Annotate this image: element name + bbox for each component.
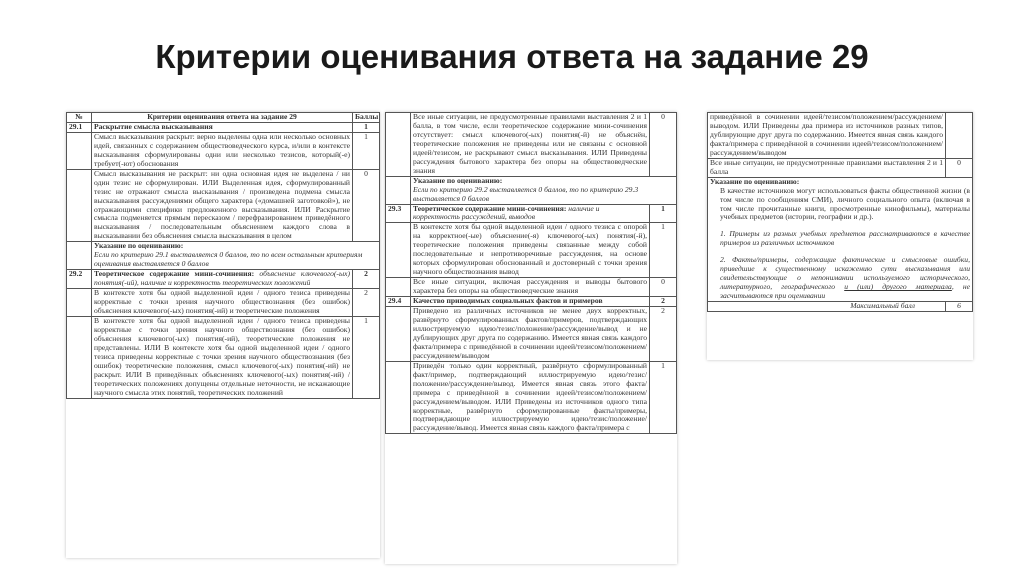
criterion-description: Все иные ситуации, не предусмотренные правилами выставления 2 и 1 балла, в том числе, если теоретическое содержание мини-сочинения отсутствует: смысл ключевого(-ых) понятия(-й) не объяснён, теоретические положения не приведены или не связаны с основной идеей/тезисом, не раскрывают смысл высказывания. ИЛИ Приведены рассуждения бытового характера без опоры на обществоведческие знания [411, 113, 650, 177]
criteria-table-1 [66, 112, 380, 399]
criterion-description: В контексте хотя бы одной выделенной идеи / одного тезиса с опорой на корректное(-ые) объяснение(-я) ключевого(-ых) понятия(-й), теоретические положения приведены связанные между собой последовательные и непротиворечивые рассуждения, на основе которых сформулирован обоснованный и достоверный с точки зрения научного обществознания вывод [411, 223, 650, 278]
criterion-number: 29.4 [386, 297, 411, 307]
note-title: Указание по оцениванию: [413, 175, 503, 185]
assessment-note-row [386, 176, 677, 204]
table-row [386, 361, 677, 434]
max-score-row [708, 302, 973, 312]
note-text-part: , не засчитываются при оценивании [720, 282, 971, 301]
note-text: Если по критерию 29.2 выставляется 0 баллов, то по критерию 29.3 выставляется 0 баллов [413, 184, 639, 203]
table-header-row [67, 113, 380, 123]
criterion-title: Раскрытие смысла высказывания [92, 122, 353, 132]
criterion-number: 29.1 [67, 122, 92, 132]
assessment-note-row [708, 177, 973, 301]
criterion-points: 1 [650, 204, 677, 223]
table-row [386, 113, 677, 177]
criterion-29-2-row [67, 270, 380, 289]
note-text-underlined: и (или) другого материала [844, 282, 952, 292]
criterion-29-4-row [386, 297, 677, 307]
criterion-description: Смысл высказывания не раскрыт: ни одна основная идея не выделена / ни один тезис не сформулирован. ИЛИ Выделенная идея, сформулированный тезис не отражают смысла высказывания / произведена подмена смысла высказывания рассуждениями общего характера («домашней заготовкой»), не отражающими специфики предложенного высказывания. ИЛИ Раскрытие смысла подменяется прямым пересказом / перефразированием приведённого высказывания / последовательным объяснением каждого слова в высказывании без объяснения смысла высказывания в целом [92, 169, 353, 242]
criterion-points: 2 [650, 307, 677, 362]
criteria-table-3 [707, 112, 973, 312]
criterion-description: В контексте хотя бы одной выделенной идеи / одного тезиса приведены корректные с точки зрения научного обществознания (без ошибок) объяснения ключевого(-ых) понятия(-ий) и теоретические положения [92, 289, 353, 317]
assessment-note [411, 176, 677, 204]
criterion-points: 2 [353, 270, 380, 289]
criterion-description: Приведено из различных источников не менее двух корректных, развёрнуто сформулированных фактов/примеров, подтверждающих иллюстрируемую идею/тезис/положение/рассуждение/вывод и не дублирующих друг друга по содержанию. Имеется явная связь каждого факта/примера с приведённой в сочинении идеей/тезисом/положением/рассуждением/выводом [411, 307, 650, 362]
table-row [708, 158, 973, 177]
assessment-note-row [67, 242, 380, 270]
table-row [708, 113, 973, 159]
max-score-label: Максимальный балл [708, 302, 946, 312]
criterion-points: 2 [650, 297, 677, 307]
criterion-number: 29.2 [67, 270, 92, 289]
criteria-page-1 [66, 112, 380, 558]
assessment-note [708, 177, 973, 301]
criterion-number: 29.3 [386, 204, 411, 223]
criterion-description: Приведён только один корректный, развёрнуто сформулированный факт/пример, подтверждающий иллюстрируемую идею/тезис/положение/рассуждение/вывод. Имеется явная связь этого факта/примера с приведённой в сочинении идеей/тезисом/положением/рассуждением/выводом. ИЛИ Приведены из источников одного типа корректные, развёрнуто сформулированные факты/примеры, подтверждающие иллюстрируемую идею/тезис/положение/рассуждение/вывод. Имеется явная связь каждого факта/примера с [411, 361, 650, 434]
criterion-29-1-row [67, 122, 380, 132]
criterion-title-bold: Теоретическое содержание мини-сочинения: [94, 269, 255, 279]
criterion-title: Качество приводимых социальных фактов и примеров [411, 297, 650, 307]
criterion-points: 0 [650, 278, 677, 297]
criteria-page-3 [707, 112, 973, 360]
criterion-description: приведённой в сочинении идеей/тезисом/положением/рассуждением/выводом. ИЛИ Приведены два примера из источников разных типов, дублирующие друг друга по содержанию. Имеется явная связь каждого факта/примера с приведённой в сочинении идеей/тезисом/положением/рассуждением/выводом [708, 113, 946, 159]
criterion-points: 0 [650, 113, 677, 177]
criterion-points: 1 [353, 316, 380, 398]
criteria-table-2 [385, 112, 677, 434]
criterion-description: Все иные ситуации, включая рассуждения и выводы бытового характера без опоры на обществоведческие знания [411, 278, 650, 297]
header-title: Критерии оценивания ответа на задание 29 [92, 113, 353, 123]
criterion-subtitle: объяснение ключевого(-ых) понятия(-ий), наличие и корректность теоретических положений [94, 269, 350, 288]
table-row [67, 169, 380, 242]
criterion-points: 0 [946, 158, 973, 177]
criterion-subtitle: наличие и корректность рассуждений, выводов [413, 203, 600, 222]
note-paragraph: В качестве источников могут использоваться факты общественной жизни (в том числе по сообщениям СМИ), личного социального опыта (включая в том числе прочитанные книги, просмотренные кинофильмы), материалы учебных предметов (истории, географии и др.). [720, 185, 970, 222]
criterion-title [411, 204, 650, 223]
slide-title: Критерии оценивания ответа на задание 29 [155, 38, 869, 75]
criterion-description: В контексте хотя бы одной выделенной идеи / одного тезиса приведены корректные с точки зрения научного обществознания (без ошибок) объяснения ключевого(-ых) понятия(-ий), теоретические положения не представлены. ИЛИ В контексте хотя бы одной выделенной идеи / одного тезиса приведены корректные с точки зрения научного обществознания (без ошибок) теоретические положения, смысл ключевого(-ых) понятия(-ий) не раскрыт. ИЛИ В приведённых объяснениях ключевого(-ых) понятия(-ий) / теоретических положениях допущены отдельные неточности, не искажающие научного смысла этих понятий, теоретических положений [92, 316, 353, 398]
header-num: № [67, 113, 92, 123]
note-text: Если по критерию 29.1 выставляется 0 баллов, то по всем остальным критериям оценивания выставляется 0 баллов [94, 250, 363, 269]
note-paragraph: 1. Примеры из разных учебных предметов рассматриваются в качестве примеров из различных источников [720, 229, 970, 248]
note-text-part: 2. Факты/примеры, содержащие фактические и смысловые ошибки, приведшие к существенному искажению сути высказывания или свидетельствующие о непонимании используемого исторического, литературного, географического [720, 255, 970, 292]
criterion-points: 0 [353, 169, 380, 242]
criteria-page-2 [385, 112, 677, 564]
criterion-points: 1 [650, 223, 677, 278]
note-title: Указание по оцениванию: [94, 241, 184, 251]
table-row [386, 223, 677, 278]
criterion-description: Все иные ситуации, не предусмотренные правилами выставления 2 и 1 балла [708, 158, 946, 177]
max-score-value: 6 [946, 302, 973, 312]
criterion-points: 2 [353, 289, 380, 317]
header-points: Баллы [353, 113, 380, 123]
table-row [67, 132, 380, 169]
table-row [386, 307, 677, 362]
table-row [67, 289, 380, 317]
criterion-title [92, 270, 353, 289]
criterion-title-bold: Теоретическое содержание мини-сочинения: [413, 203, 567, 213]
criterion-points: 1 [353, 122, 380, 132]
criterion-points: 1 [353, 132, 380, 169]
criterion-29-3-row [386, 204, 677, 223]
note-paragraph [710, 256, 970, 301]
criterion-description: Смысл высказывания раскрыт: верно выделены одна или несколько основных идей, связанных с содержанием обществоведческого курса, и/или в контексте высказывания сформулированы одни или несколько тезисов, который(-е) требует(-ют) обоснования [92, 132, 353, 169]
criterion-points: 1 [650, 361, 677, 434]
assessment-note [92, 242, 380, 270]
table-row [67, 316, 380, 398]
note-title: Указание по оцениванию: [710, 176, 800, 186]
table-row [386, 278, 677, 297]
